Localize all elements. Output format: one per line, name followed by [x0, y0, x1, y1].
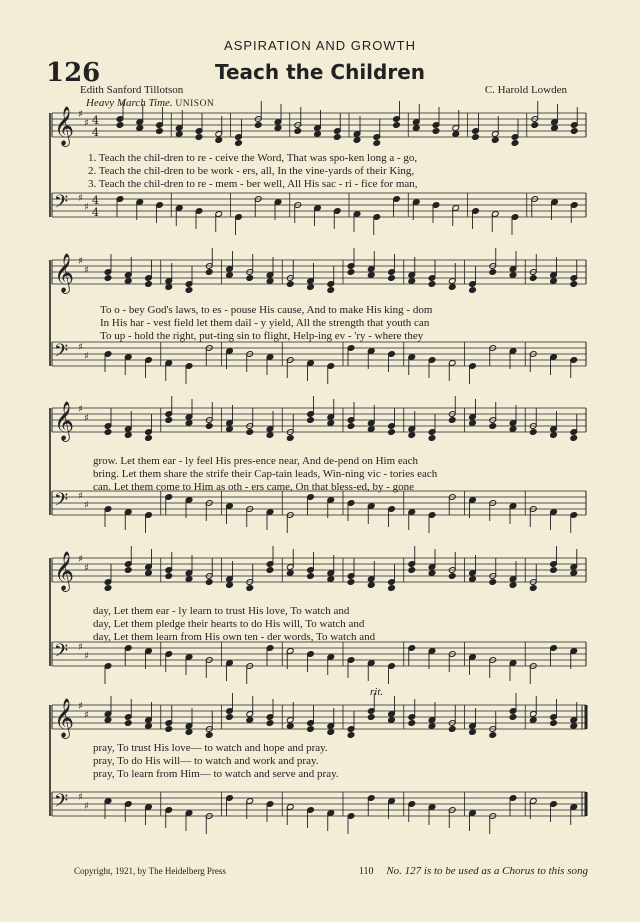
note-head	[104, 585, 112, 592]
note-head	[124, 720, 132, 727]
note-head	[124, 278, 132, 285]
note-head	[432, 128, 440, 135]
note-head	[469, 576, 477, 583]
note-head	[550, 278, 558, 285]
note-head	[428, 570, 436, 577]
footer-right	[359, 865, 588, 877]
unison-marking: UNISON	[175, 99, 215, 109]
treble-clef: 𝄞	[54, 698, 75, 738]
lyric-line: In His har - vest field let them dail - y yield, All the strength that youth can	[100, 317, 430, 329]
note-head	[469, 420, 477, 427]
note-head	[286, 723, 294, 730]
note-head	[205, 269, 213, 276]
note-head	[145, 570, 153, 577]
note-head	[226, 426, 234, 433]
note-head	[286, 435, 294, 442]
note-head	[448, 573, 456, 580]
note-head	[550, 432, 558, 439]
note-head	[156, 128, 164, 135]
note-head	[205, 732, 213, 739]
note-head	[124, 432, 132, 439]
note-head	[448, 284, 456, 291]
note-head	[104, 275, 112, 282]
note-head	[254, 122, 262, 129]
treble-clef: 𝄞	[54, 106, 75, 146]
hymn-title: Teach the Children	[214, 60, 426, 84]
note-head	[215, 137, 223, 144]
note-head	[294, 128, 302, 135]
note-head	[509, 272, 517, 279]
note-head	[124, 567, 132, 574]
note-head	[393, 122, 401, 129]
note-head	[388, 429, 396, 436]
sharp-sign: ♯	[78, 109, 83, 120]
lyric-line: day, Let them learn from His own ten - der words, To watch and	[93, 631, 376, 643]
note-head	[246, 717, 254, 724]
note-head	[529, 717, 537, 724]
lyric-line: day, Let them ear - ly learn to trust His love, To watch and	[93, 605, 350, 617]
bass-clef: 𝄢	[54, 192, 69, 217]
note-head	[388, 717, 396, 724]
sharp-sign: ♯	[78, 701, 83, 712]
sharp-sign: ♯	[84, 413, 89, 424]
note-head	[136, 125, 144, 132]
note-head	[145, 723, 153, 730]
note-head	[246, 275, 254, 282]
sharp-sign: ♯	[84, 651, 89, 662]
note-head	[226, 582, 234, 589]
sharp-sign: ♯	[84, 801, 89, 812]
sharp-sign: ♯	[78, 642, 83, 653]
note-head	[347, 423, 355, 430]
note-head	[104, 429, 112, 436]
note-head	[509, 582, 517, 589]
sharp-sign: ♯	[78, 491, 83, 502]
note-head	[491, 137, 499, 144]
lyric-line: bring. Let them share the strife their Cap-tain leads, Win-ning vic - tories each	[93, 468, 438, 480]
note-head	[408, 567, 416, 574]
note-head	[489, 579, 497, 586]
note-head	[175, 131, 183, 138]
note-head	[333, 134, 341, 141]
note-head	[226, 272, 234, 279]
ritardando-marking: rit.	[370, 686, 384, 698]
page-number: 110	[358, 866, 374, 877]
note-head	[570, 435, 578, 442]
note-head	[347, 579, 355, 586]
note-head	[347, 732, 355, 739]
note-head	[550, 567, 558, 574]
note-head	[469, 729, 477, 736]
treble-clef: 𝄞	[54, 401, 75, 441]
note-head	[408, 720, 416, 727]
sharp-sign: ♯	[84, 351, 89, 362]
note-head	[448, 417, 456, 424]
lyric-line: pray, To trust His love— to watch and hope and pray.	[93, 742, 328, 754]
note-head	[367, 582, 375, 589]
note-head	[531, 122, 539, 129]
note-head	[511, 140, 519, 147]
time-signature: 4	[92, 114, 99, 127]
sharp-sign: ♯	[78, 256, 83, 267]
note-head	[428, 435, 436, 442]
lyric-line: To o - bey God's laws, to es - pouse His cause, And to make His king - dom	[100, 304, 433, 316]
note-head	[246, 429, 254, 436]
note-head	[327, 729, 335, 736]
note-head	[452, 131, 460, 138]
note-head	[388, 585, 396, 592]
sharp-sign: ♯	[84, 710, 89, 721]
sharp-sign: ♯	[84, 202, 89, 213]
note-head	[307, 284, 315, 291]
lyric-line: day, Let them pledge their hearts to do His will, To watch and	[93, 618, 365, 630]
note-head	[145, 281, 153, 288]
note-head	[428, 723, 436, 730]
bass-clef: 𝄢	[54, 791, 69, 816]
note-head	[353, 137, 361, 144]
note-head	[570, 723, 578, 730]
section-header: ASPIRATION AND GROWTH	[224, 38, 416, 53]
copyright: Copyright, 1921, by The Heidelberg Press	[74, 866, 226, 876]
note-head	[266, 720, 274, 727]
sharp-sign: ♯	[84, 500, 89, 511]
lyric-line: can. Let them come to Him as oth - ers came, On that bless-ed, by - gone	[93, 481, 415, 493]
note-head	[165, 573, 173, 580]
sharp-sign: ♯	[84, 563, 89, 574]
note-head	[489, 732, 497, 739]
note-head	[314, 131, 322, 138]
treble-clef: 𝄞	[54, 551, 75, 591]
note-head	[367, 714, 375, 721]
note-head	[408, 278, 416, 285]
note-head	[551, 125, 559, 132]
lyric-line: 2. Teach the chil-dren to be work - ers, all, In the vine-yards of their King,	[88, 165, 415, 177]
time-signature: 4	[92, 194, 99, 207]
note-head	[185, 576, 193, 583]
note-head	[246, 585, 254, 592]
note-head	[235, 140, 243, 147]
note-head	[266, 278, 274, 285]
note-head	[529, 275, 537, 282]
treble-clef: 𝄞	[54, 253, 75, 293]
sharp-sign: ♯	[78, 404, 83, 415]
lyric-line: grow. Let them ear - ly feel His pres-ence near, And de-pend on Him each	[93, 455, 419, 467]
bass-clef: 𝄢	[54, 641, 69, 666]
note-head	[185, 729, 193, 736]
hymn-number: 126	[46, 58, 101, 88]
note-head	[469, 287, 477, 294]
note-head	[104, 717, 112, 724]
note-head	[266, 567, 274, 574]
note-head	[408, 432, 416, 439]
note-head	[286, 570, 294, 577]
sharp-sign: ♯	[78, 193, 83, 204]
note-head	[529, 585, 537, 592]
note-head	[570, 281, 578, 288]
note-head	[286, 281, 294, 288]
note-head	[570, 128, 578, 135]
composer: C. Harold Lowden	[484, 84, 567, 96]
sharp-sign: ♯	[84, 118, 89, 129]
note-head	[307, 417, 315, 424]
note-head	[550, 720, 558, 727]
note-head	[347, 269, 355, 276]
note-head	[165, 284, 173, 291]
note-head	[367, 272, 375, 279]
footnote: No. 127 is to be used as a Chorus to this song	[386, 865, 588, 877]
note-head	[266, 432, 274, 439]
note-head	[307, 573, 315, 580]
note-head	[327, 576, 335, 583]
note-head	[327, 287, 335, 294]
note-head	[367, 426, 375, 433]
note-head	[165, 417, 173, 424]
time-signature: 4	[92, 126, 99, 139]
sharp-sign: ♯	[78, 342, 83, 353]
note-head	[205, 423, 213, 430]
tempo-text: Heavy March Time.	[86, 97, 173, 109]
sharp-sign: ♯	[78, 554, 83, 565]
note-head	[570, 570, 578, 577]
note-head	[145, 435, 153, 442]
lyric-line: pray, To do His will— to watch and work and pray.	[93, 755, 319, 767]
note-head	[489, 423, 497, 430]
note-head	[412, 125, 420, 132]
note-head	[116, 122, 124, 129]
note-head	[307, 726, 315, 733]
lyric-line: To up - hold the right, put-ting sin to flight, Help-ing ev - 'ry - where they	[100, 330, 424, 342]
lyric-line: 1. Teach the chil-dren to re - ceive the Word, That was spo-ken long a - go,	[88, 152, 418, 164]
note-head	[388, 275, 396, 282]
note-head	[327, 420, 335, 427]
author: Edith Sanford Tillotson	[80, 84, 184, 96]
note-head	[472, 134, 480, 141]
note-head	[373, 140, 381, 147]
note-head	[195, 134, 203, 141]
bass-clef: 𝄢	[54, 490, 69, 515]
note-head	[205, 579, 213, 586]
note-head	[489, 269, 497, 276]
sharp-sign: ♯	[78, 792, 83, 803]
note-head	[428, 281, 436, 288]
note-head	[165, 726, 173, 733]
lyric-line: pray, To learn from Him— to watch and serve and pray.	[93, 768, 339, 780]
note-head	[185, 420, 193, 427]
note-head	[226, 714, 234, 721]
note-head	[185, 287, 193, 294]
note-head	[509, 714, 517, 721]
lyric-line: 3. Teach the chil-dren to re - mem - ber well, All His sac - ri - fice for man,	[88, 178, 418, 190]
time-signature: 4	[92, 206, 99, 219]
note-head	[509, 426, 517, 433]
note-head	[274, 125, 282, 132]
note-head	[448, 726, 456, 733]
sharp-sign: ♯	[84, 265, 89, 276]
note-head	[529, 429, 537, 436]
bass-clef: 𝄢	[54, 341, 69, 366]
